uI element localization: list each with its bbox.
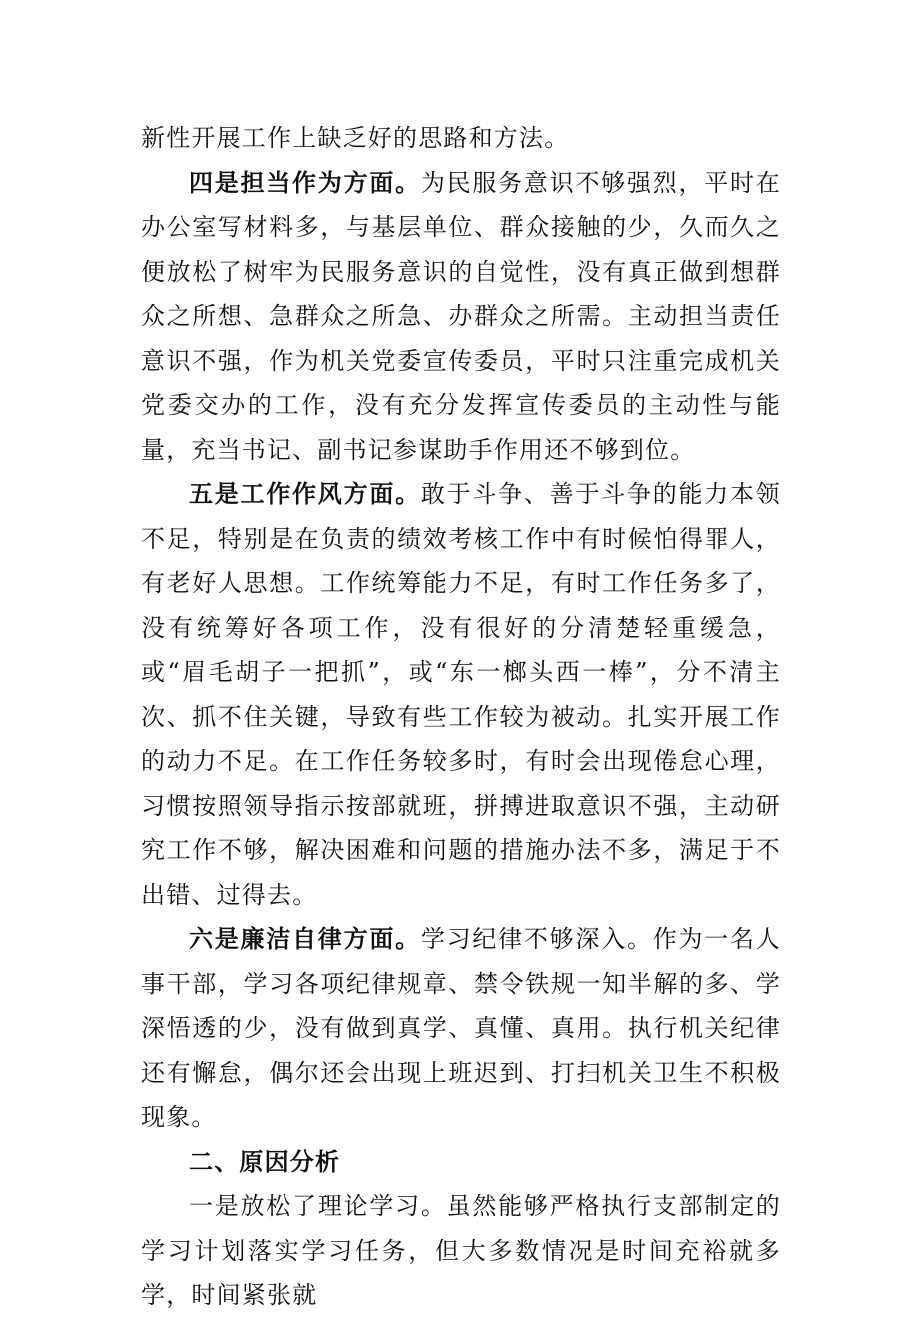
paragraph-continuation — [141, 116, 781, 161]
paragraph-lead: 四是担当作为方面。 — [189, 167, 421, 197]
document-page — [141, 116, 781, 1318]
paragraph-text: 新性开展工作上缺乏好的思路和方法。 — [141, 124, 570, 152]
paragraph-lead: 五是工作作风方面。 — [189, 479, 421, 508]
paragraph-text: 为民服务意识不够强烈，平时在办公室写材料多，与基层单位、群众接触的少，久而久之便放松了树牢为民服务意识的自觉性，没有真正做到想群众之所想、急群众之所急、办群众之所需。主动担当责任意识不强，作为机关党委宣传委员，平时只注重完成机关党委交办的工作，没有充分发挥宣传委员的主动性与能量，充当书记、副书记参谋助手作用还不够到位。 — [141, 168, 781, 464]
paragraph-responsibility — [141, 161, 781, 473]
section-heading: 二、原因分析 — [189, 1146, 341, 1176]
paragraph-work-style — [141, 472, 781, 917]
paragraph-lead: 六是廉洁自律方面。 — [189, 924, 421, 953]
paragraph-text: 学习纪律不够深入。作为一名人事干部，学习各项纪律规章、禁令铁规一知半解的多、学深悟透的少，没有做到真学、真懂、真用。执行机关纪律还有懈怠，偶尔还会出现上班迟到、打扫机关卫生不积极现象。 — [141, 925, 781, 1131]
paragraph-cause-theory — [141, 1184, 781, 1318]
paragraph-integrity — [141, 917, 781, 1140]
paragraph-text: 敢于斗争、善于斗争的能力本领不足，特别是在负责的绩效考核工作中有时候怕得罪人，有老好人思想。工作统筹能力不足，有时工作任务多了，没有统筹好各项工作，没有很好的分清楚轻重缓急，或“眉毛胡子一把抓”，或“东一榔头西一棒”，分不清主次、抓不住关键，导致有些工作较为被动。扎实开展工作的动力不足。在工作任务较多时，有时会出现倦怠心理，习惯按照领导指示按部就班，拼搏进取意识不强，主动研究工作不够，解决困难和问题的措施办法不多，满足于不出错、过得去。 — [141, 480, 781, 909]
paragraph-text: 一是放松了理论学习。虽然能够严格执行支部制定的学习计划落实学习任务，但大多数情况是时间充裕就多学，时间紧张就 — [141, 1192, 781, 1309]
